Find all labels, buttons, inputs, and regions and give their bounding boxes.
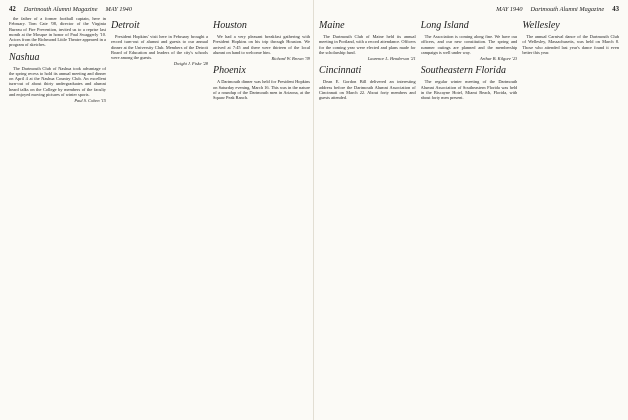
cincinnati-heading: Cincinnati [319,65,362,77]
running-header-left [9,6,310,16]
houston-signature: Richard W. Brown '39 [271,56,310,61]
nashua-heading: Nashua [9,51,40,63]
houston-heading: Houston [213,20,247,31]
publication-title-left: Dartmouth Alumni Magazine [23,6,98,13]
page-number-right: 43 [612,6,619,13]
maine-text: The Dartmouth Club of Maine held its annual meeting in Portland, with a record attendance. Officers for the coming year were elected and plans made for the scholarship fund. [319,34,416,55]
left-page-columns [9,16,310,420]
nashua-text: The Dartmouth Club of Nashua took advantage of the spring recess to hold its annual meeting and dinner on April 4 at the Nashua Country Club. An excellent turn-out of about thirty undergraduates and alumni heard talks on the College by members of the faculty and enjoyed moving pictures of winter sports. [9,65,106,97]
maine-heading: Maine [319,20,345,31]
column-6 [522,16,619,420]
column-4 [319,16,416,420]
column-3 [213,16,310,420]
wellesley-heading: Wellesley [522,20,560,31]
column-1 [9,16,106,420]
publication-title-right: Dartmouth Alumni Magazine [530,6,605,13]
right-page-columns [319,16,619,420]
running-header-right [319,6,619,16]
phoenix-heading: Phoenix [213,65,246,77]
detroit-signature: Dwight J. Fiske '28 [173,61,208,67]
southeastern-florida-text: The regular winter meeting of the Dartmouth Alumni Association of Southeastern Florida was held in the Biscayne Hotel, Miami Beach, Florida, with about forty men present. [420,79,518,100]
long-island-text: The Association is coming along fine. We have our officers, and our new constitution. The spring and summer outings are planned and the membership campaign is well under way. [420,34,518,55]
page-number-left: 42 [9,6,16,13]
wellesley-text: The annual Carnival dance of the Dartmouth Club of Wellesley, Massachusetts, was held on March 8. Those who attended last year's dance found it even better this year. [522,34,620,55]
long-island-heading: Long Island [420,20,469,31]
detroit-text: President Hopkins' visit here in February brought a record turn-out of alumni and guests to our annual dinner at the University Club. Members of the Detroit Board of Education and leaders of the city's schools were among the guests. [111,34,208,60]
right-page [314,0,628,420]
nashua-signature: Paul S. Cohen '15 [74,98,106,103]
detroit-heading: Detroit [111,20,140,31]
cincinnati-text: Dean E. Gordon Bill delivered an interesting address before the Dartmouth Alumni Association of Cincinnati on March 22. About forty members and guests attended. [319,79,416,100]
long-island-signature: Arthur B. Kilgore '23 [479,56,518,61]
column-5 [421,16,518,420]
issue-date-left: MAY 1940 [105,6,132,13]
southeastern-florida-heading: Southeastern Florida [420,65,506,77]
houston-text: We had a very pleasant breakfast gathering with President Hopkins on his trip through Houston. We arrived at 7:45 and there were thirteen of the local alumni on hand to welcome him. [213,34,310,55]
issue-date-right: MAY 1940 [496,6,523,13]
column-2 [111,16,208,420]
phoenix-text: A Dartmouth dinner was held for President Hopkins on Saturday evening, March 16. This was in the nature of a roundup of the Dartmouth men in Arizona, at the Squaw Peak Ranch. [213,79,310,100]
intro-paragraph: the father of a former football captain, here in February. Tom Cate '08, director of the Virginia Bureau of Fire Prevention, invited us to a reprise last month at the Mosque in honor of Paul Swaggerly '10. Actors from the Richmond Little Theatre appeared in a program of sketches. [9,16,106,48]
maine-signature: Laurence L. Henderson '21 [367,56,416,61]
